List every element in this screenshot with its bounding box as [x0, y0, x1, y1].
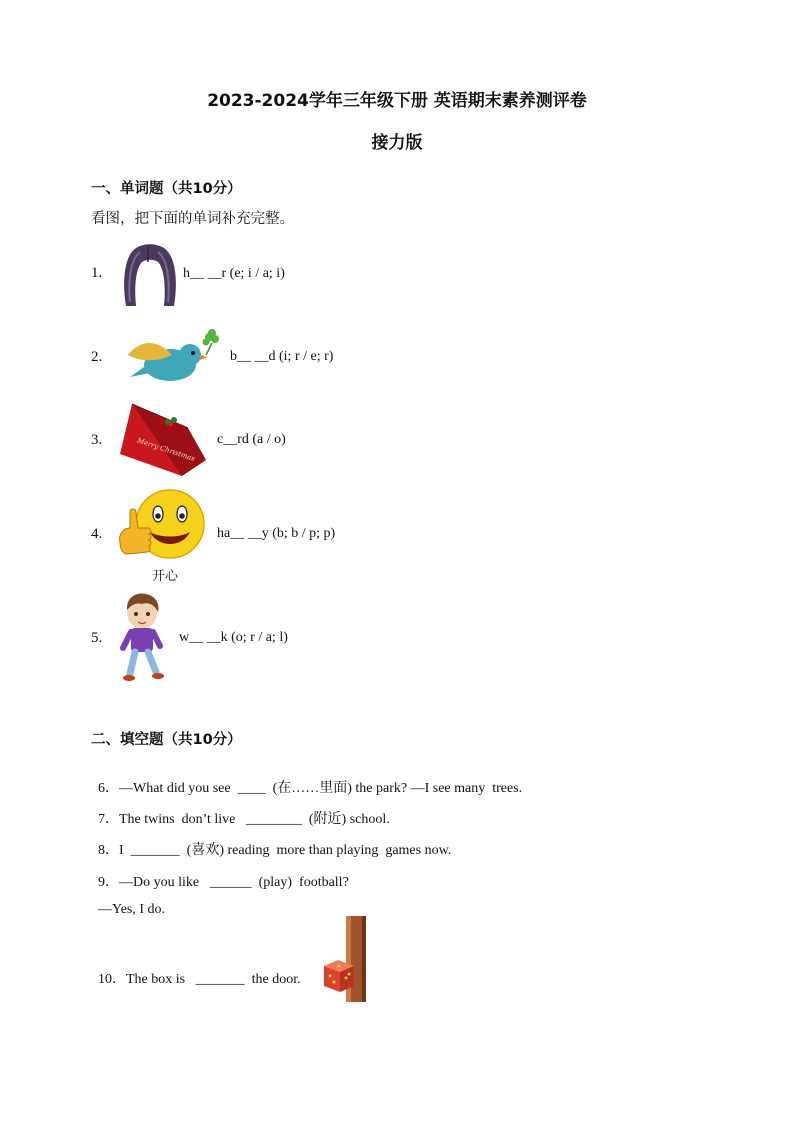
happy-face-icon	[114, 488, 208, 564]
section1-instruction: 看图，把下面的单词补充完整。	[91, 211, 294, 227]
item-prompt: w__ __k (o; r / a; l)	[179, 630, 288, 645]
item-text: —Yes, I do.	[98, 902, 166, 917]
item-number: 3.	[91, 432, 103, 448]
item-prompt: h__ __r (e; i / a; i)	[183, 266, 285, 281]
hair-icon	[118, 242, 180, 308]
item-number: 4.	[91, 526, 103, 542]
item-number: 8．	[98, 843, 119, 858]
page-title: 2023-2024学年三年级下册 英语期末素养测评卷	[207, 91, 587, 111]
item-number: 2.	[91, 349, 103, 365]
item-text: The box is _______ the door.	[126, 972, 301, 987]
section2-heading: 二、填空题（共10分）	[91, 732, 242, 748]
item-prompt: b__ __d (i; r / e; r)	[230, 349, 334, 364]
item-prompt: c__rd (a / o)	[217, 432, 286, 447]
card-text: Merry Christmas	[135, 436, 196, 463]
item-text: —Do you like ______ (play) football?	[119, 875, 349, 890]
page-subtitle: 接力版	[371, 133, 423, 153]
fill-item-9-answer	[91, 886, 165, 918]
fill-item-8	[91, 823, 451, 859]
item-number: 5.	[91, 630, 103, 646]
item-number: 9．	[98, 875, 119, 890]
item-number: 6．	[98, 781, 119, 796]
item-number: 7．	[98, 812, 119, 827]
box-door-icon	[320, 916, 370, 1004]
bird-icon	[120, 325, 220, 387]
section1-heading: 一、单词题（共10分）	[91, 181, 242, 197]
item-prompt: ha__ __y (b; b / p; p)	[217, 526, 336, 541]
card-icon	[118, 402, 208, 480]
item-text: The twins don’t live ________ (附近) school.	[119, 812, 390, 827]
item-number: 10．	[98, 972, 126, 987]
fill-item-10	[91, 952, 301, 988]
item-number: 1.	[91, 265, 103, 281]
walking-boy-icon	[118, 592, 168, 684]
item-text: I _______ (喜欢) reading more than playing games now.	[119, 843, 452, 858]
happy-caption: 开心	[152, 569, 179, 584]
item-text: —What did you see ____ (在……里面) the park? —I see many trees.	[119, 781, 523, 796]
